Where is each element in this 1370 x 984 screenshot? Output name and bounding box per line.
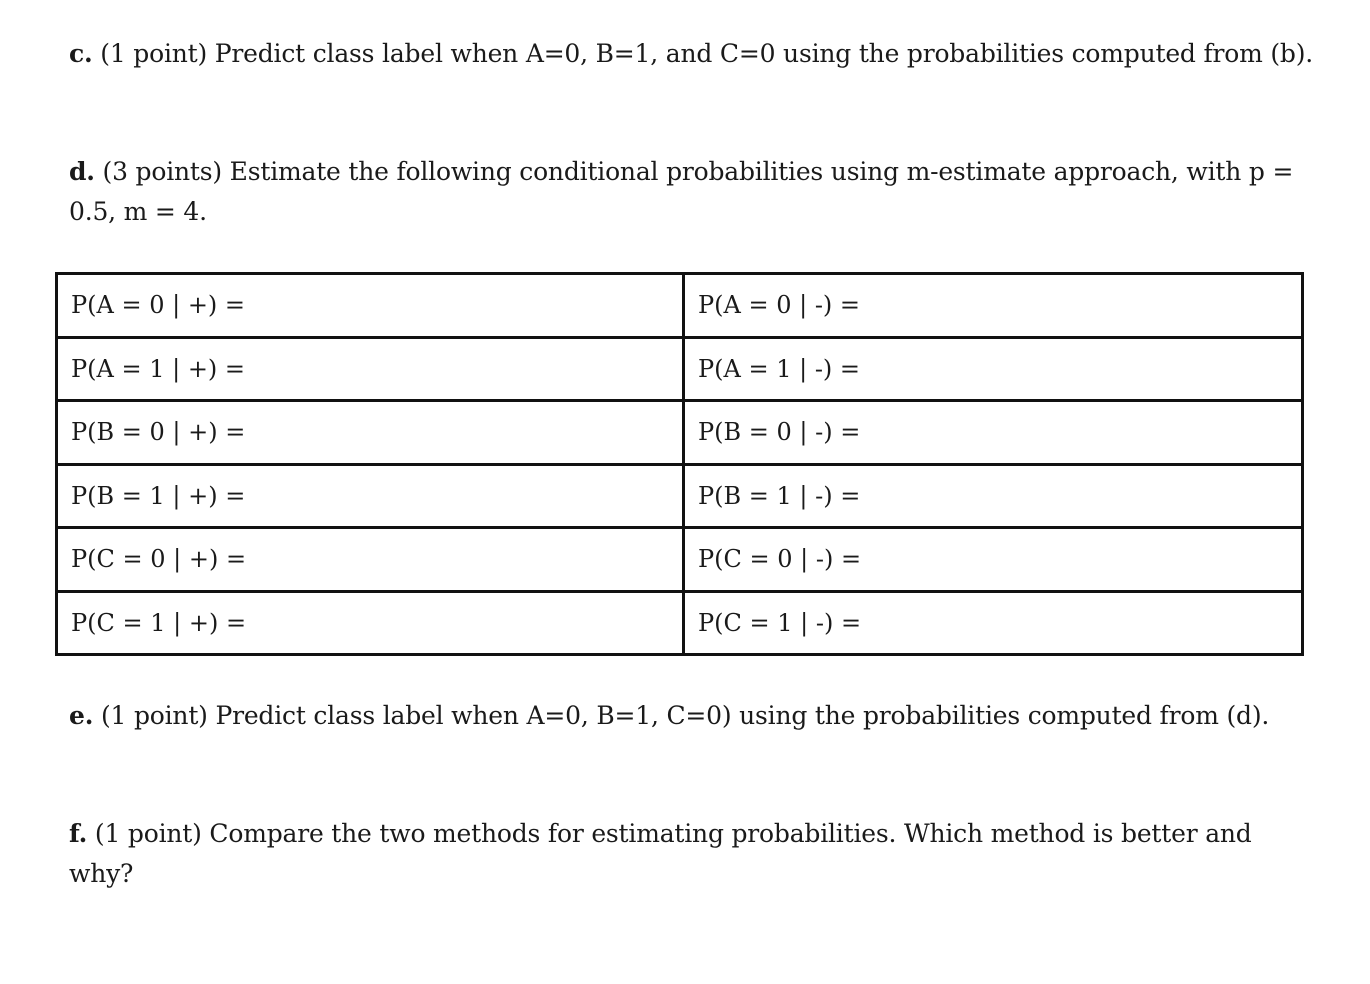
table-cell: P(B = 1 | -) = <box>684 464 1303 528</box>
table-cell: P(C = 1 | -) = <box>684 591 1303 655</box>
table-row <box>57 591 1303 655</box>
table-row <box>57 401 1303 465</box>
table-cell: P(B = 0 | +) = <box>57 401 684 465</box>
question-d-label: d. <box>69 157 95 186</box>
table-cell: P(B = 1 | +) = <box>57 464 684 528</box>
table-cell: P(C = 0 | +) = <box>57 528 684 592</box>
question-f-text: (1 point) Compare the two methods for estimating probabilities. Which method is better and why? <box>69 819 1252 888</box>
table-row <box>57 528 1303 592</box>
table-row <box>57 464 1303 528</box>
question-f-label: f. <box>69 819 88 848</box>
table-cell: P(A = 1 | +) = <box>57 337 684 401</box>
question-e-label: e. <box>69 701 94 730</box>
table-cell: P(C = 1 | +) = <box>57 591 684 655</box>
question-f <box>69 814 1269 894</box>
question-d-text: (3 points) Estimate the following conditional probabilities using m-estimate approach, with p = 0.5, m = 4. <box>69 157 1294 226</box>
table-cell: P(B = 0 | -) = <box>684 401 1303 465</box>
question-c <box>69 34 1329 74</box>
question-c-label: c. <box>69 39 93 68</box>
question-c-text: (1 point) Predict class label when A=0, B=1, and C=0 using the probabilities computed from (b). <box>92 39 1314 68</box>
table-cell: P(A = 0 | -) = <box>684 274 1303 338</box>
table-row <box>57 337 1303 401</box>
probability-table <box>55 272 1304 656</box>
question-e-text: (1 point) Predict class label when A=0, B=1, C=0) using the probabilities computed from (d). <box>93 701 1270 730</box>
table-cell: P(A = 0 | +) = <box>57 274 684 338</box>
question-e <box>69 696 1329 736</box>
table-cell: P(A = 1 | -) = <box>684 337 1303 401</box>
question-d <box>69 152 1299 232</box>
table-cell: P(C = 0 | -) = <box>684 528 1303 592</box>
table-row <box>57 274 1303 338</box>
